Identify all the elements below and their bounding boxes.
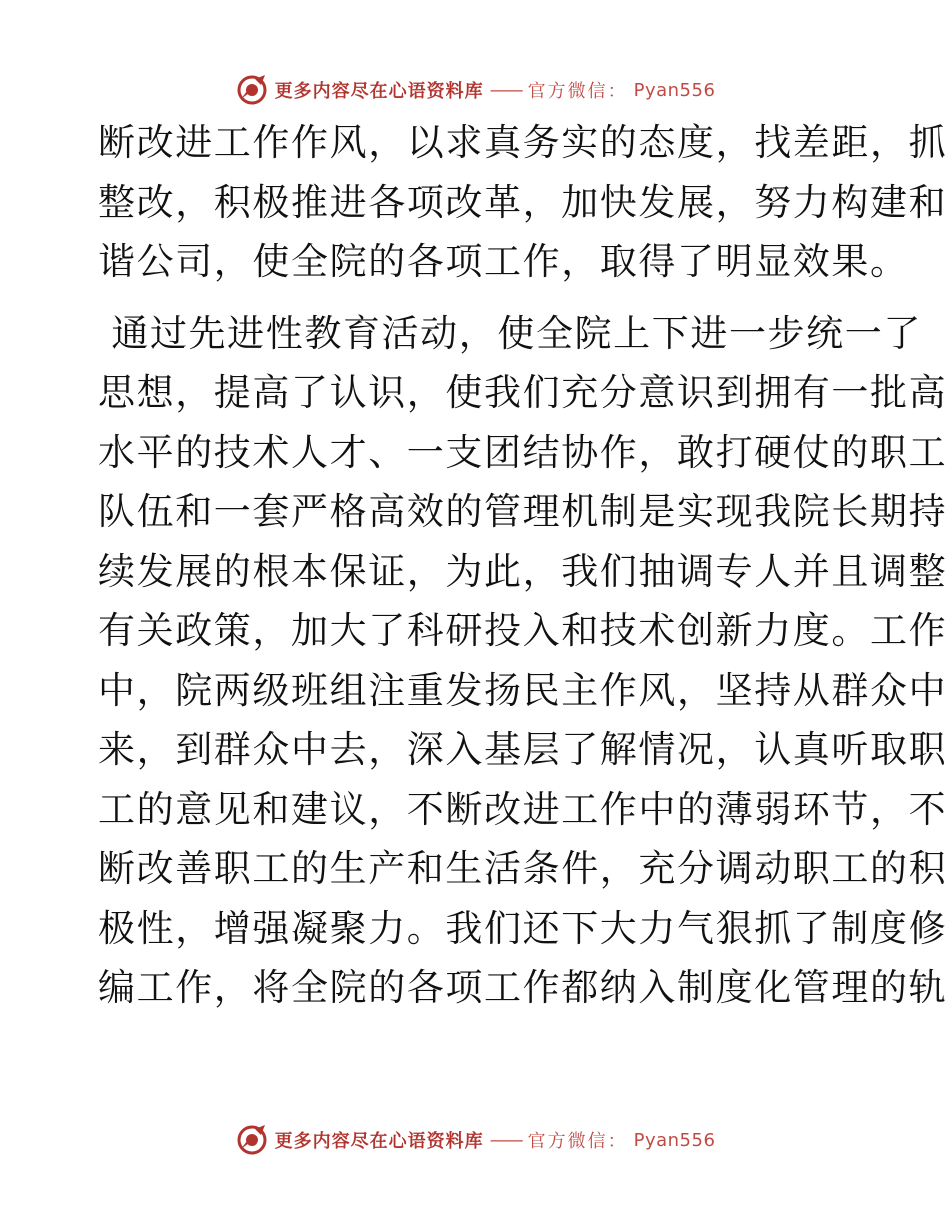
- text-line: 整改，积极推进各项改革，加快发展，努力构建和: [98, 180, 948, 224]
- banner-label: 官方微信：: [527, 1131, 628, 1152]
- text-line: 来，到群众中去，深入基层了解情况，认真听取职: [98, 728, 948, 771]
- banner-dash: ——: [489, 1129, 522, 1151]
- paragraph-1: [98, 113, 948, 292]
- text-line: 断改进工作作风，以求真务实的态度，找差距，抓: [98, 121, 948, 164]
- text-line: 有关政策，加大了科研投入和技术创新力度。工作: [98, 609, 948, 652]
- text-line: 思想，提高了认识，使我们充分意识到拥有一批高: [98, 371, 948, 414]
- banner-handle: Pyan556: [633, 1129, 716, 1151]
- text-line: 队伍和一套严格高效的管理机制是实现我院长期持: [98, 490, 948, 533]
- text-line: 续发展的根本保证，为此，我们抽调专人并且调整: [98, 549, 948, 593]
- banner-handle: Pyan556: [633, 79, 716, 101]
- banner-dash: ——: [489, 79, 522, 101]
- text-line: 中，院两级班组注重发扬民主作风，坚持从群众中: [98, 668, 948, 712]
- banner-label: 官方微信：: [527, 81, 628, 102]
- text-line: 水平的技术人才、一支团结协作，敢打硬仗的职工: [98, 430, 948, 474]
- banner-main-text: 更多内容尽在心语资料库: [274, 81, 484, 102]
- paragraph-2: [98, 304, 948, 1018]
- banner-main-text: 更多内容尽在心语资料库: [274, 1131, 484, 1152]
- document-body: [98, 113, 948, 1018]
- logo-icon: [235, 73, 269, 107]
- text-line: 断改善职工的生产和生活条件，充分调动职工的积: [98, 847, 948, 890]
- text-line: 通过先进性教育活动，使全院上下进一步统一了: [98, 311, 922, 355]
- text-line: 极性，增强凝聚力。我们还下大力气狠抓了制度修: [98, 906, 948, 950]
- text-line: 工的意见和建议，不断改进工作中的薄弱环节，不: [98, 787, 948, 831]
- footer-watermark: [0, 1120, 950, 1160]
- header-watermark: [0, 70, 950, 110]
- text-line: 编工作，将全院的各项工作都纳入制度化管理的轨: [98, 966, 948, 1009]
- logo-icon: [235, 1123, 269, 1157]
- text-line: 谐公司，使全院的各项工作，取得了明显效果。: [98, 240, 909, 283]
